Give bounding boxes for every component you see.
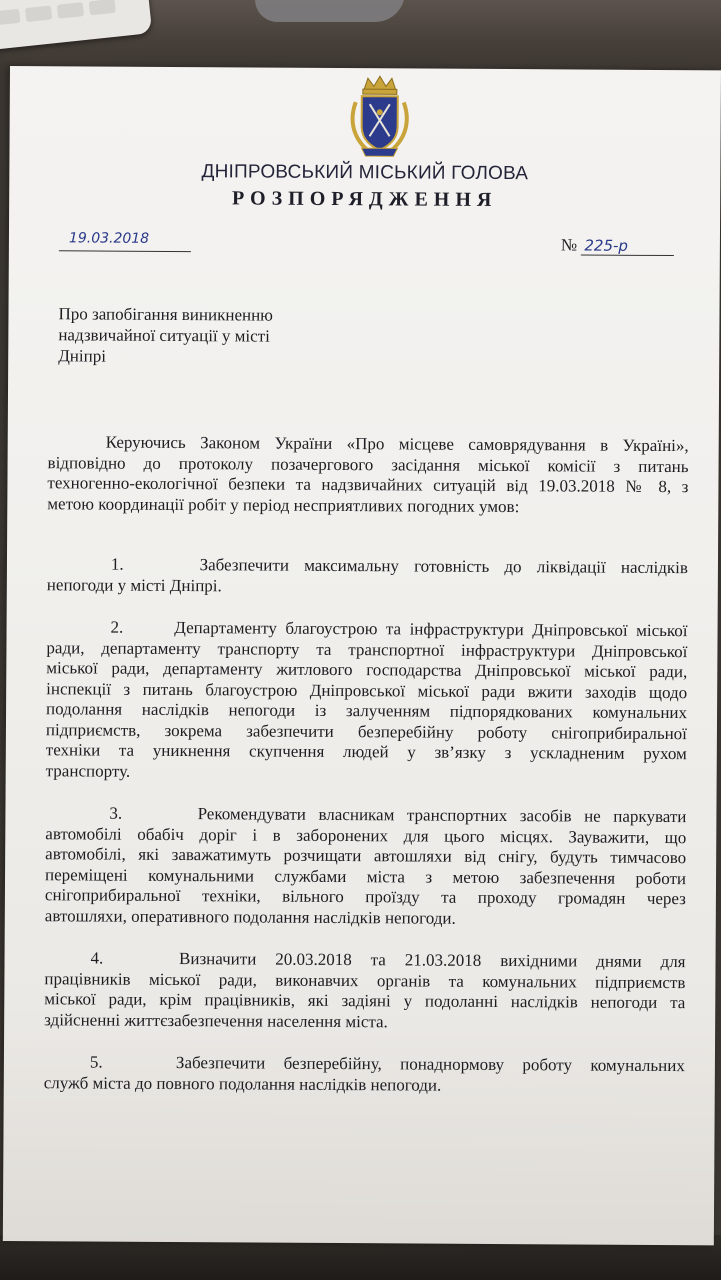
issuer-title: ДНІПРОВСЬКИЙ МІСЬКИЙ ГОЛОВА: [201, 161, 529, 185]
text-line: метою координації робіт у період несприятливих погодних умов:: [47, 493, 520, 516]
text-line: автомобілі, які заважатимуть розчищати автошляхи від снігу, будуть тимчасово: [45, 844, 687, 868]
number-value: 225-р: [581, 236, 674, 256]
text-line: техногенно-екологічної безпеки та надзвичайних ситуацій від 19.03.2018 № 8, з: [47, 473, 689, 497]
number-sign: №: [560, 235, 578, 255]
text-line: здійсненні життєзабезпечення населення міста.: [44, 1009, 388, 1031]
document-sheet: [3, 66, 721, 1245]
cloth-edge: [255, 0, 405, 22]
text-line: відповідно до протоколу позачергового засідання міської комісії з питань: [47, 452, 689, 476]
document-date: 19.03.2018: [59, 230, 191, 252]
text-line: служб міста до повного подолання наслідків непогоди.: [43, 1072, 442, 1095]
coat-of-arms-icon: [347, 74, 412, 160]
text-line: подолання наслідків непогоди із залученням підпорядкованих комунальних: [46, 699, 688, 723]
subject-line: надзвичайної ситуації у місті: [58, 325, 270, 346]
item-2: [46, 617, 688, 785]
text-line: працівників міської ради, виконавчих органів та комунальних підприємств: [44, 968, 686, 992]
item-1: [47, 554, 688, 599]
text-line: техніки та уникнення скупчення людей у зв’язку з ускладненим рухом: [45, 740, 687, 764]
subject-line: Дніпрі: [58, 346, 107, 366]
text-line: підприємств, зокрема забезпечити безперебійну роботу снігоприбиральної: [45, 719, 687, 743]
text-line: 4. Визначити 20.03.2018 та 21.03.2018 вихідними днями для: [90, 948, 686, 972]
text-line: інспекції з питань благоустрою Дніпровської міської ради вжити заходів щодо: [46, 678, 688, 702]
item-4: [44, 948, 685, 1034]
text-line: транспорту.: [45, 760, 131, 781]
document-type: РОЗПОРЯДЖЕННЯ: [231, 187, 498, 211]
text-line: автошляхи, оперативного подолання наслідків непогоди.: [44, 905, 456, 928]
text-line: автомобілі обабіч доріг і в заборонених для цього місцях. Зауважити, що: [45, 823, 687, 847]
text-line: непогоди у місті Дніпрі.: [46, 574, 222, 595]
text-line: Керуючись Законом України «Про місцеве самоврядування в Україні»,: [105, 432, 689, 456]
document-number: [561, 235, 675, 256]
item-5: [44, 1052, 685, 1097]
text-line: ради, департаменту транспорту та транспортної інфраструктури Дніпровської: [46, 637, 688, 661]
text-line: снігоприбиральної техніки, вільного проїзду та проходу громадян через: [44, 885, 686, 909]
text-line: 1. Забезпечити максимальну готовність до ліквідації наслідків: [110, 554, 689, 578]
preamble: [47, 432, 688, 518]
text-line: 2. Департаменту благоустрою та інфраструктури Дніпровської міської: [110, 617, 688, 641]
text-line: 5. Забезпечити безперебійну, понаднормову роботу комунальних: [89, 1052, 685, 1076]
document-body: [44, 432, 689, 1097]
subject-line: Про запобігання виникненню: [58, 304, 273, 325]
text-line: 3. Рекомендувати власникам транспортних засобів не паркувати: [109, 803, 687, 827]
text-line: міської ради, департаменту житлового господарства Дніпровської міської ради,: [46, 658, 688, 682]
item-3: [45, 803, 687, 930]
text-line: переміщені комунальними службами міста з метою забезпечення роботи: [45, 864, 687, 888]
text-line: міської ради, крім працівників, які задіяні у подоланні наслідків непогоди та: [44, 989, 686, 1013]
document-subject: [58, 303, 273, 367]
